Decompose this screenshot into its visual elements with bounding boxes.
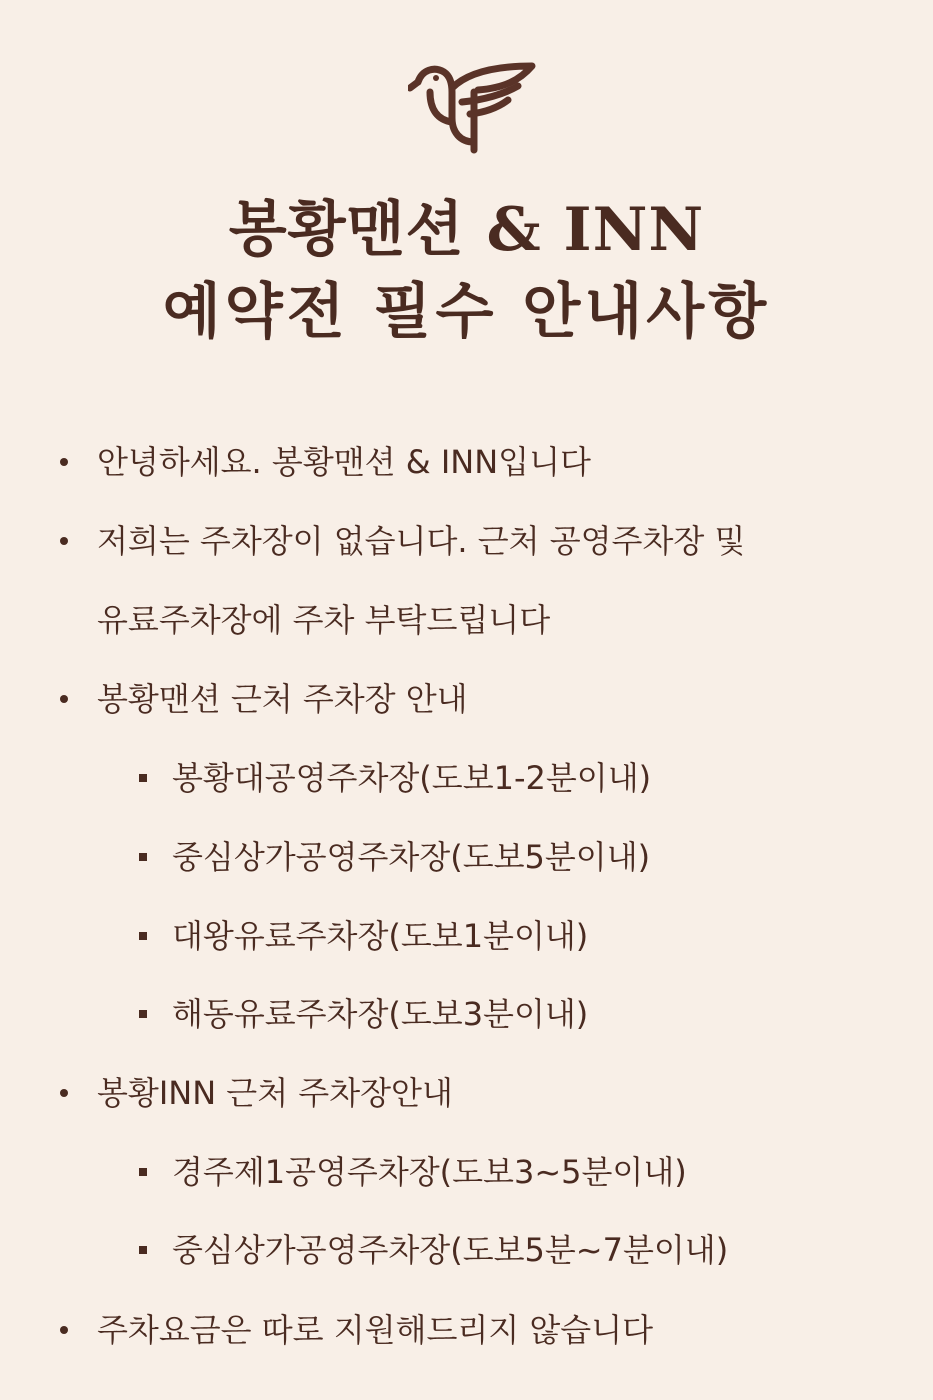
square-bullet-icon <box>139 1246 147 1254</box>
list-item: 봉황INN 근처 주차장안내 <box>97 1074 453 1112</box>
sub-list-item: 해동유료주차장(도보3분이내) <box>172 995 589 1033</box>
bullet-icon <box>60 458 68 466</box>
square-bullet-icon <box>139 1168 147 1176</box>
page-subtitle: 예약전 필수 안내사항 <box>162 277 771 347</box>
list-item: 봉황맨션 근처 주차장 안내 <box>97 680 468 718</box>
square-bullet-icon <box>139 932 147 940</box>
page-title: 봉황맨션 & INN <box>228 195 705 265</box>
square-bullet-icon <box>139 774 147 782</box>
sub-list-item: 중심상가공영주차장(도보5분이내) <box>172 838 651 876</box>
square-bullet-icon <box>139 853 147 861</box>
phoenix-bird-logo-icon <box>408 58 538 154</box>
list-item: 저희는 주차장이 없습니다. 근처 공영주차장 및 <box>97 522 746 560</box>
sub-list-item: 대왕유료주차장(도보1분이내) <box>172 917 589 955</box>
list-item: 안녕하세요. 봉황맨션 & INN입니다 <box>97 443 591 481</box>
list-item-continuation: 유료주차장에 주차 부탁드립니다 <box>97 601 551 639</box>
sub-list-item: 중심상가공영주차장(도보5분~7분이내) <box>172 1231 729 1269</box>
bullet-icon <box>60 695 68 703</box>
sub-list-item: 봉황대공영주차장(도보1-2분이내) <box>172 759 652 797</box>
list-item: 주차요금은 따로 지원해드리지 않습니다 <box>97 1311 654 1349</box>
bullet-icon <box>60 1089 68 1097</box>
square-bullet-icon <box>139 1010 147 1018</box>
bullet-icon <box>60 537 68 545</box>
bullet-icon <box>60 1326 68 1334</box>
sub-list-item: 경주제1공영주차장(도보3~5분이내) <box>172 1153 687 1191</box>
